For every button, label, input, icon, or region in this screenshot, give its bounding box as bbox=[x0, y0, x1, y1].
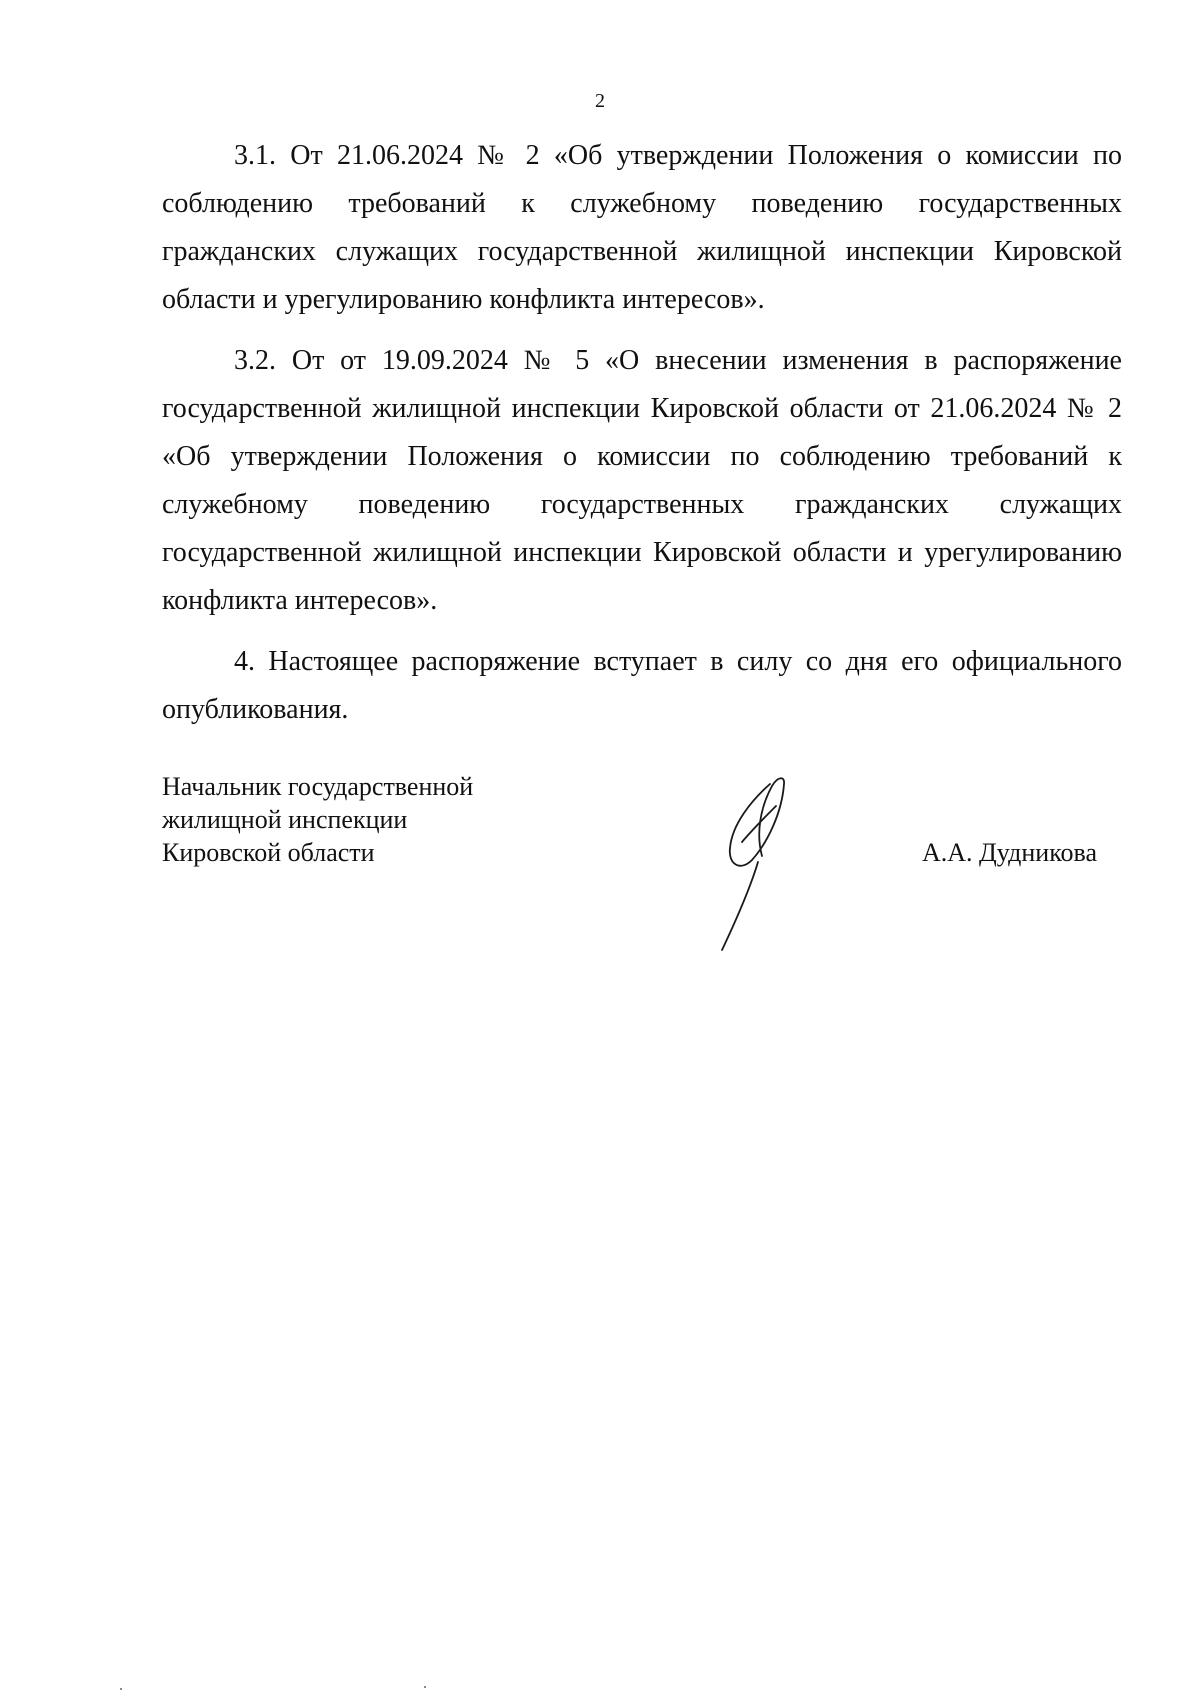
document-body bbox=[162, 132, 1122, 747]
paragraph-3-2: 3.2. От от 19.09.2024 № 5 «О внесении изменения в распоряжение государственной жилищной инспекции Кировской области от 21.06.2024 № 2 «Об утверждении Положения о комиссии по соблюдению требований к служебному поведению государственных гражданских служащих государственной жилищной инспекции Кировской области и урегулированию конфликта интересов». bbox=[162, 345, 1122, 616]
signer-name: А.А. Дудникова bbox=[922, 838, 1097, 867]
paragraph-4: 4. Настоящее распоряжение вступает в силу со дня его официального опубликования. bbox=[162, 646, 1122, 725]
signer-position bbox=[162, 770, 473, 869]
scan-artifact bbox=[120, 1688, 122, 1690]
handwritten-signature bbox=[712, 772, 822, 952]
signer-position-line: Начальник государственной bbox=[162, 772, 474, 801]
scan-artifact bbox=[424, 1686, 426, 1688]
signer-position-line: жилищной инспекции bbox=[162, 805, 408, 834]
signer-position-line: Кировской области bbox=[162, 838, 375, 867]
paragraph-3-1: 3.1. От 21.06.2024 № 2 «Об утверждении Положения о комиссии по соблюдению требований к служебному поведению государственных гражданских служащих государственной жилищной инспекции Кировской области и урегулированию конфликта интересов». bbox=[162, 140, 1122, 315]
page-number: 2 bbox=[595, 90, 605, 112]
